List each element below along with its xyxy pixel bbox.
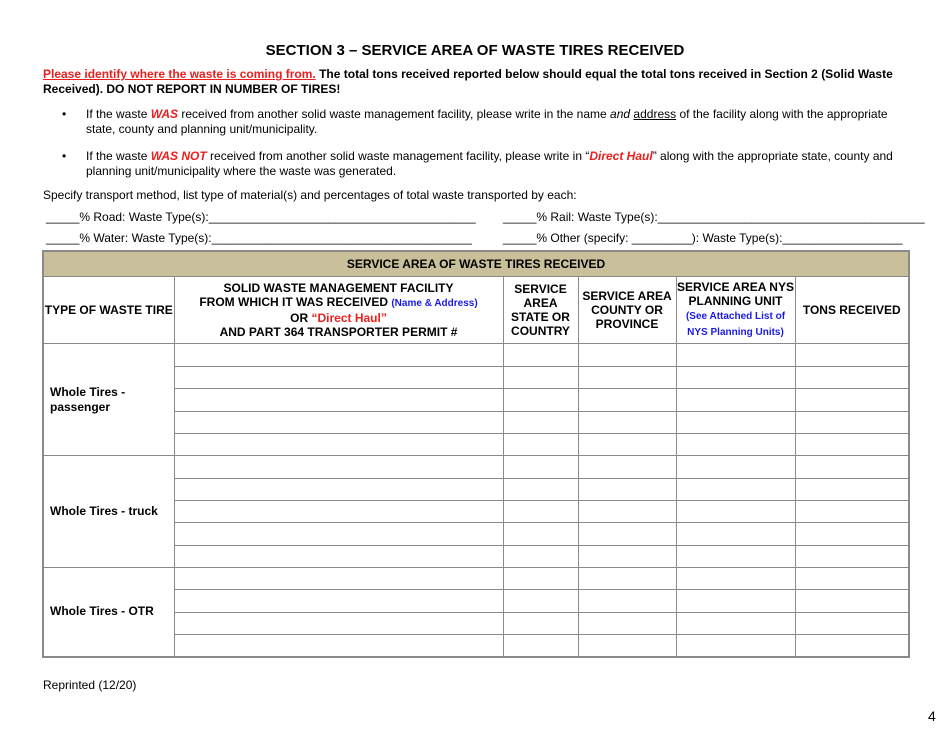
facility-cell[interactable] — [174, 612, 503, 634]
county-cell[interactable] — [578, 478, 676, 500]
county-cell[interactable] — [578, 456, 676, 478]
facility-cell[interactable] — [174, 500, 503, 522]
facility-cell[interactable] — [174, 478, 503, 500]
tons-cell[interactable] — [795, 634, 909, 657]
specify-instruction: Specify transport method, list type of material(s) and percentages of total waste transported by each: — [43, 188, 577, 202]
tons-cell[interactable] — [795, 590, 909, 612]
state-cell[interactable] — [503, 433, 578, 455]
state-cell[interactable] — [503, 366, 578, 388]
planning-unit-cell[interactable] — [676, 634, 795, 657]
row-label-otr: Whole Tires - OTR — [43, 567, 174, 657]
intro-red-text: Please identify where the waste is coming from. — [43, 67, 316, 81]
facility-cell[interactable] — [174, 433, 503, 455]
rail-fill-line[interactable]: _____% Rail: Waste Type(s):________________________________________ — [503, 210, 925, 224]
other-fill-line[interactable]: _____% Other (specify: _________): Waste Type(s):__________________ — [503, 231, 903, 245]
facility-cell[interactable] — [174, 411, 503, 433]
county-cell[interactable] — [578, 344, 676, 366]
reprint-footer: Reprinted (12/20) — [43, 678, 137, 692]
county-cell[interactable] — [578, 634, 676, 657]
county-cell[interactable] — [578, 590, 676, 612]
planning-unit-cell[interactable] — [676, 612, 795, 634]
bullet-dot: • — [62, 149, 67, 163]
county-cell[interactable] — [578, 612, 676, 634]
facility-cell[interactable] — [174, 344, 503, 366]
table-row — [43, 567, 909, 589]
col-facility: SOLID WASTE MANAGEMENT FACILITY FROM WHICH IT WAS RECEIVED (Name & Address) OR “Direct Haul” AND PART 364 TRANSPORTER PERMIT # — [174, 277, 503, 344]
intro-rest: The total tons received reported below should equal the total tons received in Section 2 (Solid Waste Received). DO NOT REPORT IN NUMBER OF TIRES! — [43, 67, 893, 96]
state-cell[interactable] — [503, 523, 578, 545]
bullet-text: If the waste WAS NOT received from another solid waste management facility, please write in “Direct Haul” along with the appropriate state, county and planning unit/municipality where the waste was generated. — [86, 149, 893, 178]
county-cell[interactable] — [578, 366, 676, 388]
row-label-passenger: Whole Tires - passenger — [43, 344, 174, 456]
state-cell[interactable] — [503, 456, 578, 478]
planning-unit-cell[interactable] — [676, 433, 795, 455]
bullet-text: If the waste WAS received from another solid waste management facility, please write in the name and address of the facility along with the appropriate state, county and planning unit/municipality. — [86, 107, 888, 136]
county-cell[interactable] — [578, 545, 676, 567]
service-area-table — [42, 250, 910, 658]
table-row — [43, 344, 909, 366]
planning-unit-cell[interactable] — [676, 500, 795, 522]
col-planning-unit: SERVICE AREA NYS PLANNING UNIT (See Attached List of NYS Planning Units) — [676, 277, 795, 344]
planning-unit-cell[interactable] — [676, 478, 795, 500]
planning-unit-cell[interactable] — [676, 411, 795, 433]
row-label-truck: Whole Tires - truck — [43, 456, 174, 568]
state-cell[interactable] — [503, 344, 578, 366]
facility-cell[interactable] — [174, 545, 503, 567]
tons-cell[interactable] — [795, 545, 909, 567]
county-cell[interactable] — [578, 433, 676, 455]
facility-cell[interactable] — [174, 523, 503, 545]
col-county-or-province: SERVICE AREA COUNTY OR PROVINCE — [578, 277, 676, 344]
state-cell[interactable] — [503, 389, 578, 411]
state-cell[interactable] — [503, 411, 578, 433]
county-cell[interactable] — [578, 411, 676, 433]
tons-cell[interactable] — [795, 500, 909, 522]
col-tons-received: TONS RECEIVED — [795, 277, 909, 344]
planning-unit-cell[interactable] — [676, 545, 795, 567]
col-state-or-country: SERVICE AREA STATE OR COUNTRY — [503, 277, 578, 344]
facility-cell[interactable] — [174, 456, 503, 478]
state-cell[interactable] — [503, 612, 578, 634]
county-cell[interactable] — [578, 567, 676, 589]
page-number: 4 — [928, 708, 936, 724]
facility-cell[interactable] — [174, 366, 503, 388]
tons-cell[interactable] — [795, 366, 909, 388]
tons-cell[interactable] — [795, 433, 909, 455]
county-cell[interactable] — [578, 500, 676, 522]
planning-unit-cell[interactable] — [676, 344, 795, 366]
bullet-dot: • — [62, 107, 67, 121]
tons-cell[interactable] — [795, 523, 909, 545]
county-cell[interactable] — [578, 523, 676, 545]
state-cell[interactable] — [503, 478, 578, 500]
planning-unit-cell[interactable] — [676, 389, 795, 411]
state-cell[interactable] — [503, 634, 578, 657]
state-cell[interactable] — [503, 545, 578, 567]
county-cell[interactable] — [578, 389, 676, 411]
facility-cell[interactable] — [174, 634, 503, 657]
facility-cell[interactable] — [174, 389, 503, 411]
planning-unit-cell[interactable] — [676, 590, 795, 612]
tons-cell[interactable] — [795, 567, 909, 589]
tons-cell[interactable] — [795, 344, 909, 366]
planning-unit-cell[interactable] — [676, 567, 795, 589]
tons-cell[interactable] — [795, 456, 909, 478]
water-fill-line[interactable]: _____% Water: Waste Type(s):_______________________________________ — [46, 231, 472, 245]
table-banner: SERVICE AREA OF WASTE TIRES RECEIVED — [43, 251, 909, 277]
state-cell[interactable] — [503, 590, 578, 612]
tons-cell[interactable] — [795, 612, 909, 634]
planning-unit-cell[interactable] — [676, 523, 795, 545]
tons-cell[interactable] — [795, 411, 909, 433]
tons-cell[interactable] — [795, 478, 909, 500]
tons-cell[interactable] — [795, 389, 909, 411]
intro-paragraph — [43, 67, 903, 97]
facility-cell[interactable] — [174, 567, 503, 589]
planning-unit-cell[interactable] — [676, 456, 795, 478]
page-title: SECTION 3 – SERVICE AREA OF WASTE TIRES RECEIVED — [265, 42, 685, 59]
state-cell[interactable] — [503, 567, 578, 589]
col-type-of-waste-tire: TYPE OF WASTE TIRE — [43, 277, 174, 344]
planning-unit-cell[interactable] — [676, 366, 795, 388]
state-cell[interactable] — [503, 500, 578, 522]
facility-cell[interactable] — [174, 590, 503, 612]
road-fill-line[interactable]: _____% Road: Waste Type(s):________________________________________ — [46, 210, 476, 224]
table-row — [43, 456, 909, 478]
